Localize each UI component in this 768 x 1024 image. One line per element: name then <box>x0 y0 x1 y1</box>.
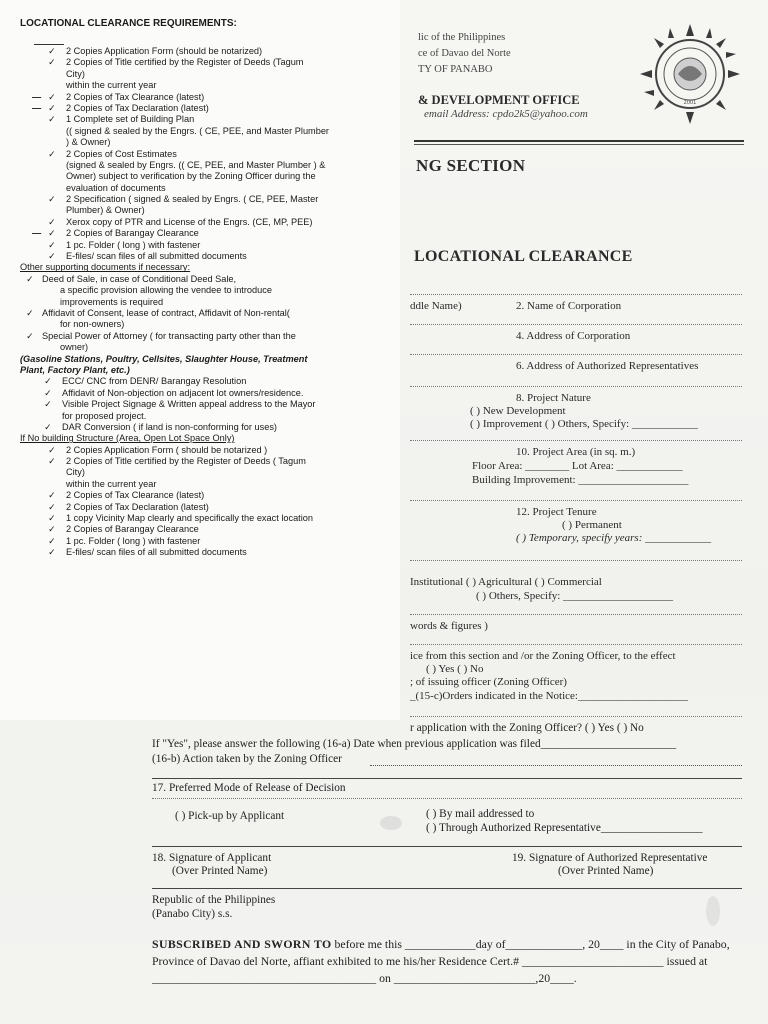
checkmark-icon: ✓ <box>48 114 56 125</box>
requirement-item <box>20 467 392 478</box>
checkmark-icon: ✓ <box>26 273 34 284</box>
requirement-item <box>20 205 392 216</box>
field-corp-address: 4. Address of Corporation <box>516 330 631 342</box>
requirement-item <box>20 183 392 194</box>
requirement-text: 1 copy Vicinity Map clearly and specifically the exact location <box>66 513 313 524</box>
requirement-item <box>20 399 392 410</box>
field-line <box>410 560 742 561</box>
requirement-item <box>20 92 392 103</box>
checkmark-icon: ✓ <box>44 421 52 432</box>
field-action-taken: (16-b) Action taken by the Zoning Officer <box>152 753 342 765</box>
field-auth-address: 6. Address of Authorized Representatives <box>516 360 699 372</box>
signature-applicant-label: 18. Signature of Applicant <box>152 852 272 864</box>
checkmark-icon: ✓ <box>48 524 56 535</box>
checkmark-icon: ✓ <box>48 251 56 262</box>
requirement-item <box>20 285 392 296</box>
requirement-text: Other supporting documents if necessary: <box>20 262 191 273</box>
requirement-text: City) <box>66 68 85 79</box>
republic-label: Republic of the Philippines <box>152 894 276 906</box>
field-line <box>410 440 742 441</box>
requirement-text: 2 Copies of Title certified by the Register of Deeds ( Tagum <box>66 456 306 467</box>
requirement-text: (signed & sealed by Engrs. (( CE, PEE, and Master Plumber ) & <box>66 159 326 170</box>
option-others-specify[interactable]: ( ) Others, Specify: ____________________ <box>476 590 674 602</box>
handwritten-dash-icon: — <box>32 102 42 113</box>
requirement-item <box>20 331 392 342</box>
city-seal-icon <box>638 22 742 126</box>
requirement-text: E-files/ scan files of all submitted documents <box>66 547 247 558</box>
requirement-item <box>20 80 392 91</box>
checkmark-icon: ✓ <box>26 307 34 318</box>
checkmark-icon: ✓ <box>48 194 56 205</box>
field-project-tenure: 12. Project Tenure <box>516 506 597 518</box>
requirement-text: evaluation of documents <box>66 182 166 193</box>
header-rule-thin <box>414 144 744 145</box>
requirement-text: Xerox copy of PTR and License of the Engrs. (CE, MP, PEE) <box>66 216 313 227</box>
printed-name-applicant: (Over Printed Name) <box>172 865 268 877</box>
option-land-use[interactable]: Institutional ( ) Agricultural ( ) Commercial <box>410 576 602 588</box>
requirement-item <box>20 411 392 422</box>
requirement-item <box>20 228 392 239</box>
requirement-item <box>20 536 392 547</box>
signature-representative-label: 19. Signature of Authorized Representative <box>512 852 708 864</box>
venue-label: (Panabo City) s.s. <box>152 908 233 920</box>
requirement-text: Owner) subject to verification by the Zoning Officer during the <box>66 171 316 182</box>
option-through-representative[interactable]: ( ) Through Authorized Representative__________________ <box>426 822 703 834</box>
requirement-text: Special Power of Attorney ( for transacting party other than the <box>42 330 296 341</box>
requirement-text: 2 Copies of Tax Declaration (latest) <box>66 102 209 113</box>
requirement-text: (( signed & sealed by the Engrs. ( CE, PEE, and Master Plumber <box>66 125 329 136</box>
header-rule <box>414 140 744 142</box>
header-line-3: TY OF PANABO <box>418 64 493 75</box>
requirement-item <box>20 456 392 467</box>
checkmark-icon: ✓ <box>48 228 56 239</box>
requirement-text: 2 Copies Application Form ( should be notarized ) <box>66 444 268 455</box>
requirement-text: Deed of Sale, in case of Conditional Deed Sale, <box>42 273 237 284</box>
requirement-item <box>20 354 392 365</box>
requirement-item <box>20 171 392 182</box>
section-divider <box>152 888 742 889</box>
requirement-text: a specific provision allowing the vendee to introduce <box>60 285 272 296</box>
checkmark-icon: ✓ <box>48 46 56 56</box>
requirement-text: improvements is required <box>60 296 164 307</box>
field-line <box>152 798 742 799</box>
field-words-figures: words & figures ) <box>410 620 488 632</box>
requirement-item <box>20 365 392 376</box>
requirement-item <box>20 137 392 148</box>
requirement-text: Visible Project Signage & Written appeal address to the Mayor <box>62 399 316 410</box>
field-previous-application[interactable]: If "Yes", please answer the following (16-a) Date when previous application was filed________________________ <box>152 738 677 750</box>
jurat-paragraph <box>152 936 740 987</box>
requirement-text: Plumber) & Owner) <box>66 205 145 216</box>
requirement-item <box>20 114 392 125</box>
requirements-list <box>20 46 392 559</box>
seal-year: 2001 <box>683 100 697 106</box>
requirement-item <box>20 194 392 205</box>
requirement-text: for proposed project. <box>62 410 147 421</box>
field-floor-lot-area[interactable]: Floor Area: ________ Lot Area: ____________ <box>472 460 683 472</box>
requirement-text: 2 Copies of Title certified by the Register of Deeds (Tagum <box>66 57 304 68</box>
requirement-text: 2 Copies Application Form (should be notarized) <box>66 46 263 56</box>
checkmark-icon: ✓ <box>26 330 34 341</box>
requirement-text: for non-owners) <box>60 319 125 330</box>
requirement-item <box>20 46 392 57</box>
section-title: NG SECTION <box>416 156 526 175</box>
option-temporary[interactable]: ( ) Temporary, specify years: ____________ <box>516 532 712 544</box>
field-line <box>410 716 742 717</box>
field-line <box>410 614 742 615</box>
requirement-item <box>20 251 392 262</box>
requirement-text: 2 Copies of Barangay Clearance <box>66 228 199 239</box>
requirement-item <box>20 149 392 160</box>
checkmark-icon: ✓ <box>48 148 56 159</box>
scan-smudge <box>380 816 402 830</box>
jurat-heading: SUBSCRIBED AND SWORN TO <box>152 937 332 951</box>
field-project-area: 10. Project Area (in sq. m.) <box>516 446 636 458</box>
requirement-item <box>20 479 392 490</box>
checkmark-icon: ✓ <box>48 102 56 113</box>
requirement-text: within the current year <box>66 80 157 91</box>
field-line <box>410 500 742 501</box>
scan-smudge <box>706 896 720 926</box>
requirement-text: owner) <box>60 342 89 353</box>
requirement-item <box>20 319 392 330</box>
requirement-text: City) <box>66 467 85 478</box>
field-corp-name: 2. Name of Corporation <box>516 300 622 312</box>
requirement-text: ) & Owner) <box>66 137 111 148</box>
requirements-title: LOCATIONAL CLEARANCE REQUIREMENTS: <box>20 18 237 29</box>
checkmark-icon: ✓ <box>48 547 56 558</box>
field-project-nature: 8. Project Nature <box>516 392 591 404</box>
requirement-item <box>20 69 392 80</box>
requirement-item <box>20 422 392 433</box>
requirement-item <box>20 547 392 558</box>
field-orders[interactable]: _(15-c)Orders indicated in the Notice:____________________ <box>410 690 688 702</box>
option-new-development[interactable]: ( ) New Development <box>470 405 566 417</box>
requirement-text: ECC/ CNC from DENR/ Barangay Resolution <box>62 376 247 387</box>
requirement-text: 1 Complete set of Building Plan <box>66 114 195 125</box>
jurat-text: before me this ____________day of_____________, 20____ in the City of Panabo, Province of Davao del Norte, affiant exhibited to me his/her Residence Cert.# ________________________ issued at ______________________________________ on ________________________,20____. <box>152 937 730 985</box>
checkmark-icon: ✓ <box>44 399 52 410</box>
header-line-2: ce of Davao del Norte <box>418 48 511 59</box>
checkmark-icon: ✓ <box>48 535 56 546</box>
option-permanent[interactable]: ( ) Permanent <box>562 519 622 531</box>
requirement-text: 2 Copies of Cost Estimates <box>66 148 177 159</box>
handwritten-mark <box>34 44 64 45</box>
requirement-item <box>20 217 392 228</box>
requirement-item <box>20 388 392 399</box>
requirement-item <box>20 490 392 501</box>
checkmark-icon: ✓ <box>44 376 52 387</box>
requirement-item <box>20 502 392 513</box>
requirement-item <box>20 160 392 171</box>
requirement-text: Affidavit of Consent, lease of contract, Affidavit of Non-rental( <box>42 307 290 318</box>
handwritten-dash-icon: — <box>32 228 42 239</box>
field-line <box>370 765 742 766</box>
field-line <box>410 354 742 355</box>
application-form-top <box>400 0 768 720</box>
field-building-improvement[interactable]: Building Improvement: ____________________ <box>472 474 689 486</box>
field-zoning-question[interactable]: r application with the Zoning Officer? ( ) Yes ( ) No <box>410 722 644 734</box>
field-line <box>410 644 742 645</box>
checkmark-icon: ✓ <box>48 513 56 524</box>
section-divider <box>152 778 742 779</box>
requirement-item <box>20 297 392 308</box>
requirement-text: DAR Conversion ( if land is non-conforming for uses) <box>62 421 277 432</box>
requirement-text: 1 pc. Folder ( long ) with fastener <box>66 239 201 250</box>
requirement-text: Affidavit of Non-objection on adjacent lot owners/residence. <box>62 387 304 398</box>
field-notice: ice from this section and /or the Zoning Officer, to the effect <box>410 650 676 662</box>
requirement-item <box>20 274 392 285</box>
checkmark-icon: ✓ <box>48 239 56 250</box>
requirement-text: If No building Structure (Area, Open Lot Space Only) <box>20 433 235 444</box>
requirement-text: E-files/ scan files of all submitted documents <box>66 251 247 262</box>
field-release-mode: 17. Preferred Mode of Release of Decision <box>152 782 346 794</box>
requirement-item <box>20 308 392 319</box>
checkmark-icon: ✓ <box>48 501 56 512</box>
field-issuing-officer: ; of issuing officer (Zoning Officer) <box>410 676 567 688</box>
requirement-text: 1 pc. Folder ( long ) with fastener <box>66 535 201 546</box>
checkmark-icon: ✓ <box>48 456 56 467</box>
printed-name-representative: (Over Printed Name) <box>558 865 654 877</box>
requirement-text: 2 Copies of Tax Clearance (latest) <box>66 490 205 501</box>
requirement-item <box>20 57 392 68</box>
requirement-text: (Gasoline Stations, Poultry, Cellsites, Slaughter House, Treatment <box>20 353 308 364</box>
requirement-text: 2 Copies of Tax Declaration (latest) <box>66 501 209 512</box>
requirement-item <box>20 342 392 353</box>
requirement-text: Plant, Factory Plant, etc.) <box>20 364 130 375</box>
form-title: LOCATIONAL CLEARANCE <box>414 248 633 265</box>
requirement-text: 2 Specification ( signed & sealed by Engrs. ( CE, PEE, Master <box>66 194 319 205</box>
requirement-text: 2 Copies of Tax Clearance (latest) <box>66 91 205 102</box>
option-yes-no[interactable]: ( ) Yes ( ) No <box>426 663 484 675</box>
section-divider <box>152 846 742 847</box>
checkmark-icon: ✓ <box>48 490 56 501</box>
handwritten-dash-icon: — <box>32 91 42 102</box>
requirement-item <box>20 376 392 387</box>
requirement-item <box>20 524 392 535</box>
checkmark-icon: ✓ <box>48 91 56 102</box>
option-improvement[interactable]: ( ) Improvement ( ) Others, Specify: ____________ <box>470 418 698 430</box>
requirement-text: 2 Copies of Barangay Clearance <box>66 524 199 535</box>
requirement-item <box>20 445 392 456</box>
requirement-item <box>20 126 392 137</box>
requirement-item <box>20 433 392 444</box>
checkmark-icon: ✓ <box>44 387 52 398</box>
requirement-item <box>20 262 392 273</box>
checkmark-icon: ✓ <box>48 444 56 455</box>
field-line <box>410 386 742 387</box>
requirement-text: within the current year <box>66 478 157 489</box>
requirement-item <box>20 513 392 524</box>
application-form-bottom <box>0 720 768 1024</box>
requirement-item <box>20 240 392 251</box>
office-email: email Address: cpdo2k5@yahoo.com <box>424 108 588 120</box>
requirements-panel <box>0 0 400 720</box>
header-line-1: lic of the Philippines <box>418 32 506 43</box>
checkmark-icon: ✓ <box>48 57 56 68</box>
option-pickup[interactable]: ( ) Pick-up by Applicant <box>175 810 285 822</box>
office-name: & DEVELOPMENT OFFICE <box>418 93 580 107</box>
requirement-item <box>20 103 392 114</box>
checkmark-icon: ✓ <box>48 216 56 227</box>
field-line <box>410 294 742 295</box>
field-middle-name: ddle Name) <box>410 300 462 312</box>
option-by-mail[interactable]: ( ) By mail addressed to <box>426 808 535 820</box>
field-line <box>410 324 742 325</box>
